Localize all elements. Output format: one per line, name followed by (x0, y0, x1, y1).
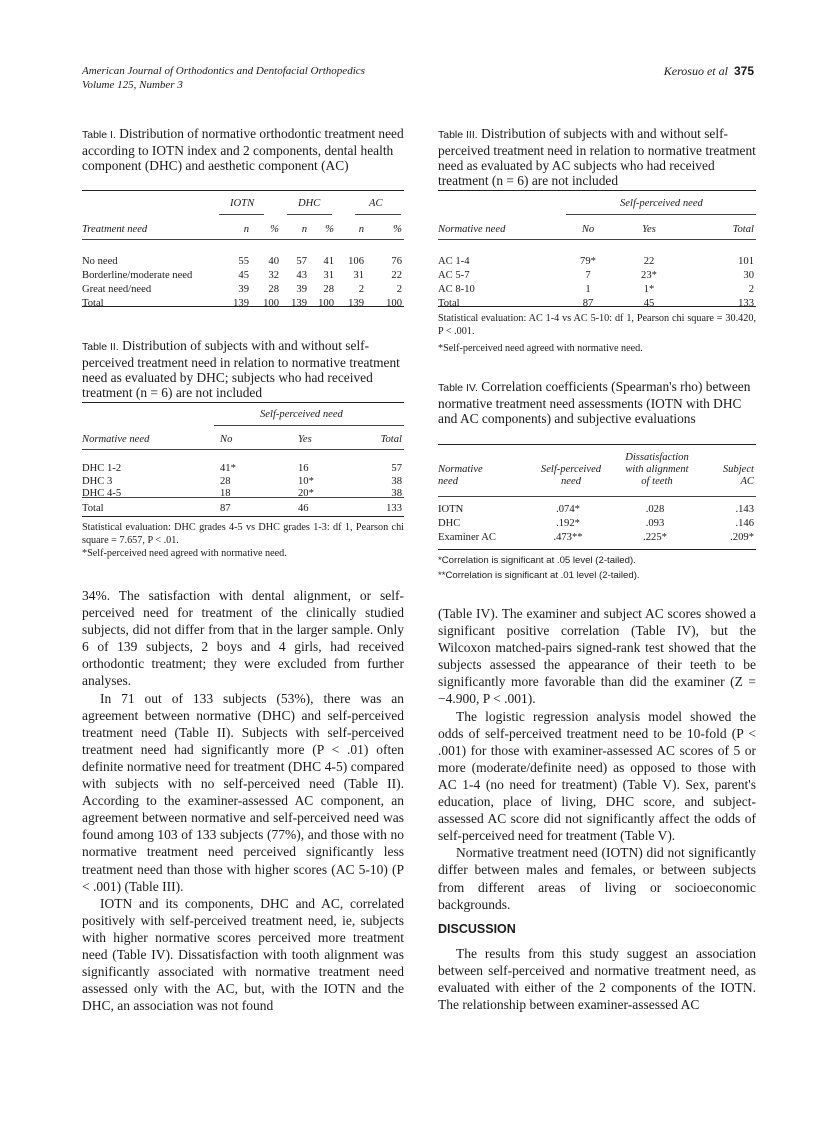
table-row (438, 503, 754, 517)
row-label: No need (82, 256, 118, 267)
right-column-text (438, 605, 756, 1013)
row-label: AC 8-10 (438, 284, 475, 295)
paragraph: 34%. The satisfaction with dental alignment, or self-perceived need for treatment of the clinically studied subjects, did not differ from that in the larger sample. Only 6 of 139 subjects, 2 boys and 4 girls, had received orthodontic treatment; they were excluded from further analyses. (82, 588, 404, 689)
table-row (82, 297, 402, 311)
table-cell: .146 (735, 518, 754, 529)
table-cell: 7 (585, 270, 591, 281)
table-cell: 79* (580, 256, 596, 267)
table1-group-ac: AC (369, 198, 383, 209)
table-cell: 100 (318, 298, 334, 309)
table4 (438, 450, 754, 545)
table4-caption (438, 379, 756, 426)
table-cell: .192* (556, 518, 580, 529)
table-row (82, 476, 402, 489)
table-row (438, 255, 754, 269)
table-cell: 100 (263, 298, 279, 309)
table4-top-rule (438, 444, 756, 445)
table4-col-header: Normative need (438, 464, 483, 487)
table-row (82, 283, 402, 297)
table-cell: 100 (386, 298, 402, 309)
running-authors: Kerosuo et al (663, 64, 728, 78)
table2-label: Table II. (82, 341, 119, 353)
row-label: DHC (438, 518, 461, 529)
table3-footnote: *Self-perceived need agreed with normative need. (438, 343, 643, 354)
table1-header-row (82, 221, 402, 239)
table1-group-rule-ac (355, 214, 401, 215)
table-row (438, 517, 754, 531)
table2-total-rule (82, 497, 404, 498)
table-cell: .074* (556, 504, 580, 515)
table3-bottom-rule (438, 306, 756, 307)
table-cell: 1* (643, 284, 655, 295)
table2-caption-text: Distribution of subjects with and without self-perceived treatment need in relation to normative treatment need as evaluated by DHC; subjects who had received treatment (n = 6) are not included (82, 338, 400, 400)
table-cell: 139 (291, 298, 307, 309)
paragraph: Normative treatment need (IOTN) did not significantly differ between males and females, or between subjects from different areas of living or socioeconomic backgrounds. (438, 845, 756, 912)
table-cell: 28 (220, 475, 231, 487)
table3-stat-note: Statistical evaluation: AC 1-4 vs AC 5-10: df 1, Pearson chi square = 30.420, P < .001. (438, 313, 756, 337)
table4-label: Table IV. (438, 382, 478, 394)
table-cell: 46 (298, 502, 309, 514)
table2 (82, 431, 402, 517)
table2-col-header: Total (380, 434, 402, 445)
table-cell: 55 (238, 256, 249, 267)
table3-group-header: Self-perceived need (620, 198, 703, 209)
table-row (438, 531, 754, 545)
table-cell: 133 (738, 298, 754, 309)
table1-group-rule-dhc (287, 214, 332, 215)
table-cell: 45 (238, 270, 249, 281)
table-row (82, 501, 402, 517)
journal-name: American Journal of Orthodontics and Dentofacial Orthopedics (82, 65, 365, 77)
table1-subheader: n (243, 224, 249, 235)
table-row (82, 269, 402, 283)
table3-notes (438, 312, 756, 355)
table-cell: 139 (348, 298, 364, 309)
table4-col-header: Self-perceived need (540, 464, 602, 487)
table-cell: 106 (348, 256, 364, 267)
table-row (438, 269, 754, 283)
section-heading-discussion: DISCUSSION (438, 921, 516, 936)
table4-col-header: Subject AC (722, 464, 754, 487)
table1-subheader: % (325, 224, 334, 235)
table-cell: .028 (645, 504, 665, 515)
table-cell: 22 (643, 256, 655, 267)
table1-caption (82, 126, 404, 173)
table1 (82, 221, 402, 311)
table-cell: 43 (296, 270, 307, 281)
table-cell: 87 (220, 502, 231, 514)
table2-row-header: Normative need (82, 434, 150, 445)
table-cell: 133 (386, 502, 402, 514)
table3-caption-text: Distribution of subjects with and without self-perceived treatment need in relation to normative treatment need as evaluated by AC subjects who had received treatment (n = 6) are not included (438, 126, 756, 188)
row-label: Examiner AC (438, 532, 496, 543)
paragraph: The results from this study suggest an association between self-perceived and normative treatment need, as evaluated with either of the 2 components of the IOTN. The relationship between examiner-assessed AC (438, 945, 756, 1013)
table1-bottom-rule (82, 306, 404, 307)
table3 (438, 221, 754, 311)
left-column-text (82, 587, 404, 1014)
table4-notes (438, 553, 756, 583)
row-label: AC 5-7 (438, 270, 470, 281)
table-cell: .209* (730, 532, 754, 543)
table-cell: 41 (323, 256, 334, 267)
table2-top-rule (82, 402, 404, 403)
table-cell: 39 (238, 284, 249, 295)
table-cell: 1 (585, 284, 591, 295)
table-cell: .225* (643, 532, 667, 543)
table3-header-rule (438, 239, 756, 240)
table-row (82, 488, 402, 501)
page-number: 375 (733, 64, 754, 78)
table2-stat-note: Statistical evaluation: DHC grades 4-5 vs DHC grades 1-3: df 1, Pearson chi square = 7.657, P < .01. (82, 522, 404, 546)
table-cell: 2 (396, 284, 402, 295)
table2-notes (82, 521, 404, 560)
table-row (82, 255, 402, 269)
table1-group-rule-iotn (219, 214, 264, 215)
table4-caption-text: Correlation coefficients (Spearman's rho) between normative treatment need assessments (IOTN with DHC and AC components) and subjective evaluations (438, 379, 751, 426)
table2-col-header: Yes (298, 434, 312, 445)
table2-header-row (82, 431, 402, 449)
table-cell: 31 (323, 270, 334, 281)
table-cell: 10* (298, 475, 314, 487)
table2-group-rule (214, 425, 404, 426)
table2-bottom-rule (82, 516, 404, 517)
table-cell: 45 (643, 298, 655, 309)
table1-caption-text: Distribution of normative orthodontic treatment need according to IOTN index and 2 components, dental health component (DHC) and aesthetic component (AC) (82, 126, 404, 173)
table4-col-header: Dissatisfaction with alignment of teeth (625, 452, 689, 487)
table-cell: 2 (748, 284, 754, 295)
table-cell: 30 (743, 270, 754, 281)
row-label: DHC 3 (82, 475, 113, 487)
table4-footnote-1: *Correlation is significant at .05 level (2-tailed). (438, 555, 636, 566)
table-cell: 28 (268, 284, 279, 295)
table4-bottom-rule (438, 549, 756, 550)
table3-col-header: No (581, 224, 595, 235)
row-label: Total (82, 502, 104, 514)
table-cell: 41* (220, 463, 236, 475)
table-cell: 20* (298, 488, 314, 500)
table1-top-rule (82, 190, 404, 191)
table-row (438, 297, 754, 311)
table-cell: .473** (553, 532, 583, 543)
table1-row-header: Treatment need (82, 224, 148, 235)
paragraph: (Table IV). The examiner and subject AC scores showed a significant positive correlation (Table IV), but the Wilcoxon matched-pairs signed-rank test showed that the subjects assessed the appearance of their teeth to be significantly more favorable than did the examiner (Z = −4.900, P < .001). (438, 606, 756, 707)
table-cell: 40 (268, 256, 279, 267)
row-label: AC 1-4 (438, 256, 470, 267)
table3-group-rule (566, 214, 756, 215)
paragraph: The logistic regression analysis model showed the odds of self-perceived treatment need to be 10-fold (P < .001) for those with examiner-assessed AC scores of 5 or more (moderate/definite need) as opposed to those with AC 1-4 (no need for treatment) (Table V). Sex, parent's education, place of living, DHC score, and subject-assessed AC score did not significantly affect the odds of self-perceived need for treatment (Table V). (438, 708, 756, 844)
table-cell: 57 (296, 256, 307, 267)
table-cell: .093 (645, 518, 665, 529)
journal-volume: Volume 125, Number 3 (82, 79, 183, 91)
table3-header-row (438, 221, 754, 239)
table-cell: 31 (353, 270, 364, 281)
table3-label: Table III. (438, 129, 478, 141)
table2-footnote: *Self-perceived need agreed with normative need. (82, 548, 287, 559)
table1-subheader: % (393, 224, 402, 235)
paragraph: In 71 out of 133 subjects (53%), there was an agreement between normative (DHC) and self-perceived treatment need (Table II). Subjects with self-perceived treatment need had significantly more (P < .01) often definite normative need for treatment (DHC 4-5) compared with subjects with no self-perceived need (Table II). According to the examiner-assessed AC component, an agreement between normative and self-perceived need was found among 103 of 133 subjects (77%), and those with no normative treatment need perceived significantly less treatment need than those with higher scores (AC 5-10) (P < .001) (Table III). (82, 690, 404, 894)
table2-group-header: Self-perceived need (260, 409, 343, 420)
row-label: DHC 4-5 (82, 488, 122, 500)
table-cell: 38 (391, 488, 402, 500)
table3-col-header: Total (732, 224, 754, 235)
row-label: Great need/need (82, 284, 152, 295)
table3-top-rule (438, 190, 756, 191)
table3-caption (438, 126, 756, 188)
table-cell: 32 (268, 270, 279, 281)
table1-label: Table I. (82, 129, 116, 141)
table-row (82, 463, 402, 476)
table2-header-rule (82, 449, 404, 450)
table4-footnote-2: **Correlation is significant at .01 level (2-tailed). (438, 570, 640, 581)
table-cell: 18 (220, 488, 231, 500)
table-cell: 39 (296, 284, 307, 295)
table1-subheader: n (301, 224, 307, 235)
table-row (438, 283, 754, 297)
table-cell: 87 (582, 298, 594, 309)
table1-subheader: % (270, 224, 279, 235)
page-header-right (664, 64, 754, 79)
table-cell: 2 (358, 284, 364, 295)
table-cell: 16 (298, 463, 309, 475)
table2-col-header: No (220, 434, 233, 445)
table-cell: 57 (391, 463, 402, 475)
table1-subheader: n (358, 224, 364, 235)
table-cell: 28 (323, 284, 334, 295)
table1-group-iotn: IOTN (230, 198, 255, 209)
paragraph: IOTN and its components, DHC and AC, correlated positively with self-perceived treatment need, ie, subjects with higher normative scores perceived more treatment need (Table IV). Dissatisfaction with tooth alignment was significantly associated with normative treatment need assessed only with the AC, but, with the IOTN and the DHC, an association was not found (82, 895, 404, 1014)
journal-header (82, 64, 365, 92)
table-cell: 101 (738, 256, 754, 267)
table1-group-dhc: DHC (298, 198, 321, 209)
table4-header-row (438, 450, 754, 494)
row-label: Borderline/moderate need (82, 270, 193, 281)
table-cell: 76 (391, 256, 402, 267)
table1-header-rule (82, 239, 404, 240)
row-label: Total (438, 298, 460, 309)
table3-row-header: Normative need (438, 224, 506, 235)
table2-caption (82, 338, 404, 400)
table-cell: 38 (391, 475, 402, 487)
row-label: Total (82, 298, 104, 309)
table4-header-rule (438, 496, 756, 497)
row-label: IOTN (438, 504, 464, 515)
table-cell: 139 (233, 298, 249, 309)
table-cell: .143 (735, 504, 754, 515)
table-cell: 22 (391, 270, 402, 281)
table-cell: 23* (641, 270, 657, 281)
row-label: DHC 1-2 (82, 463, 122, 475)
table3-col-header: Yes (642, 224, 656, 235)
